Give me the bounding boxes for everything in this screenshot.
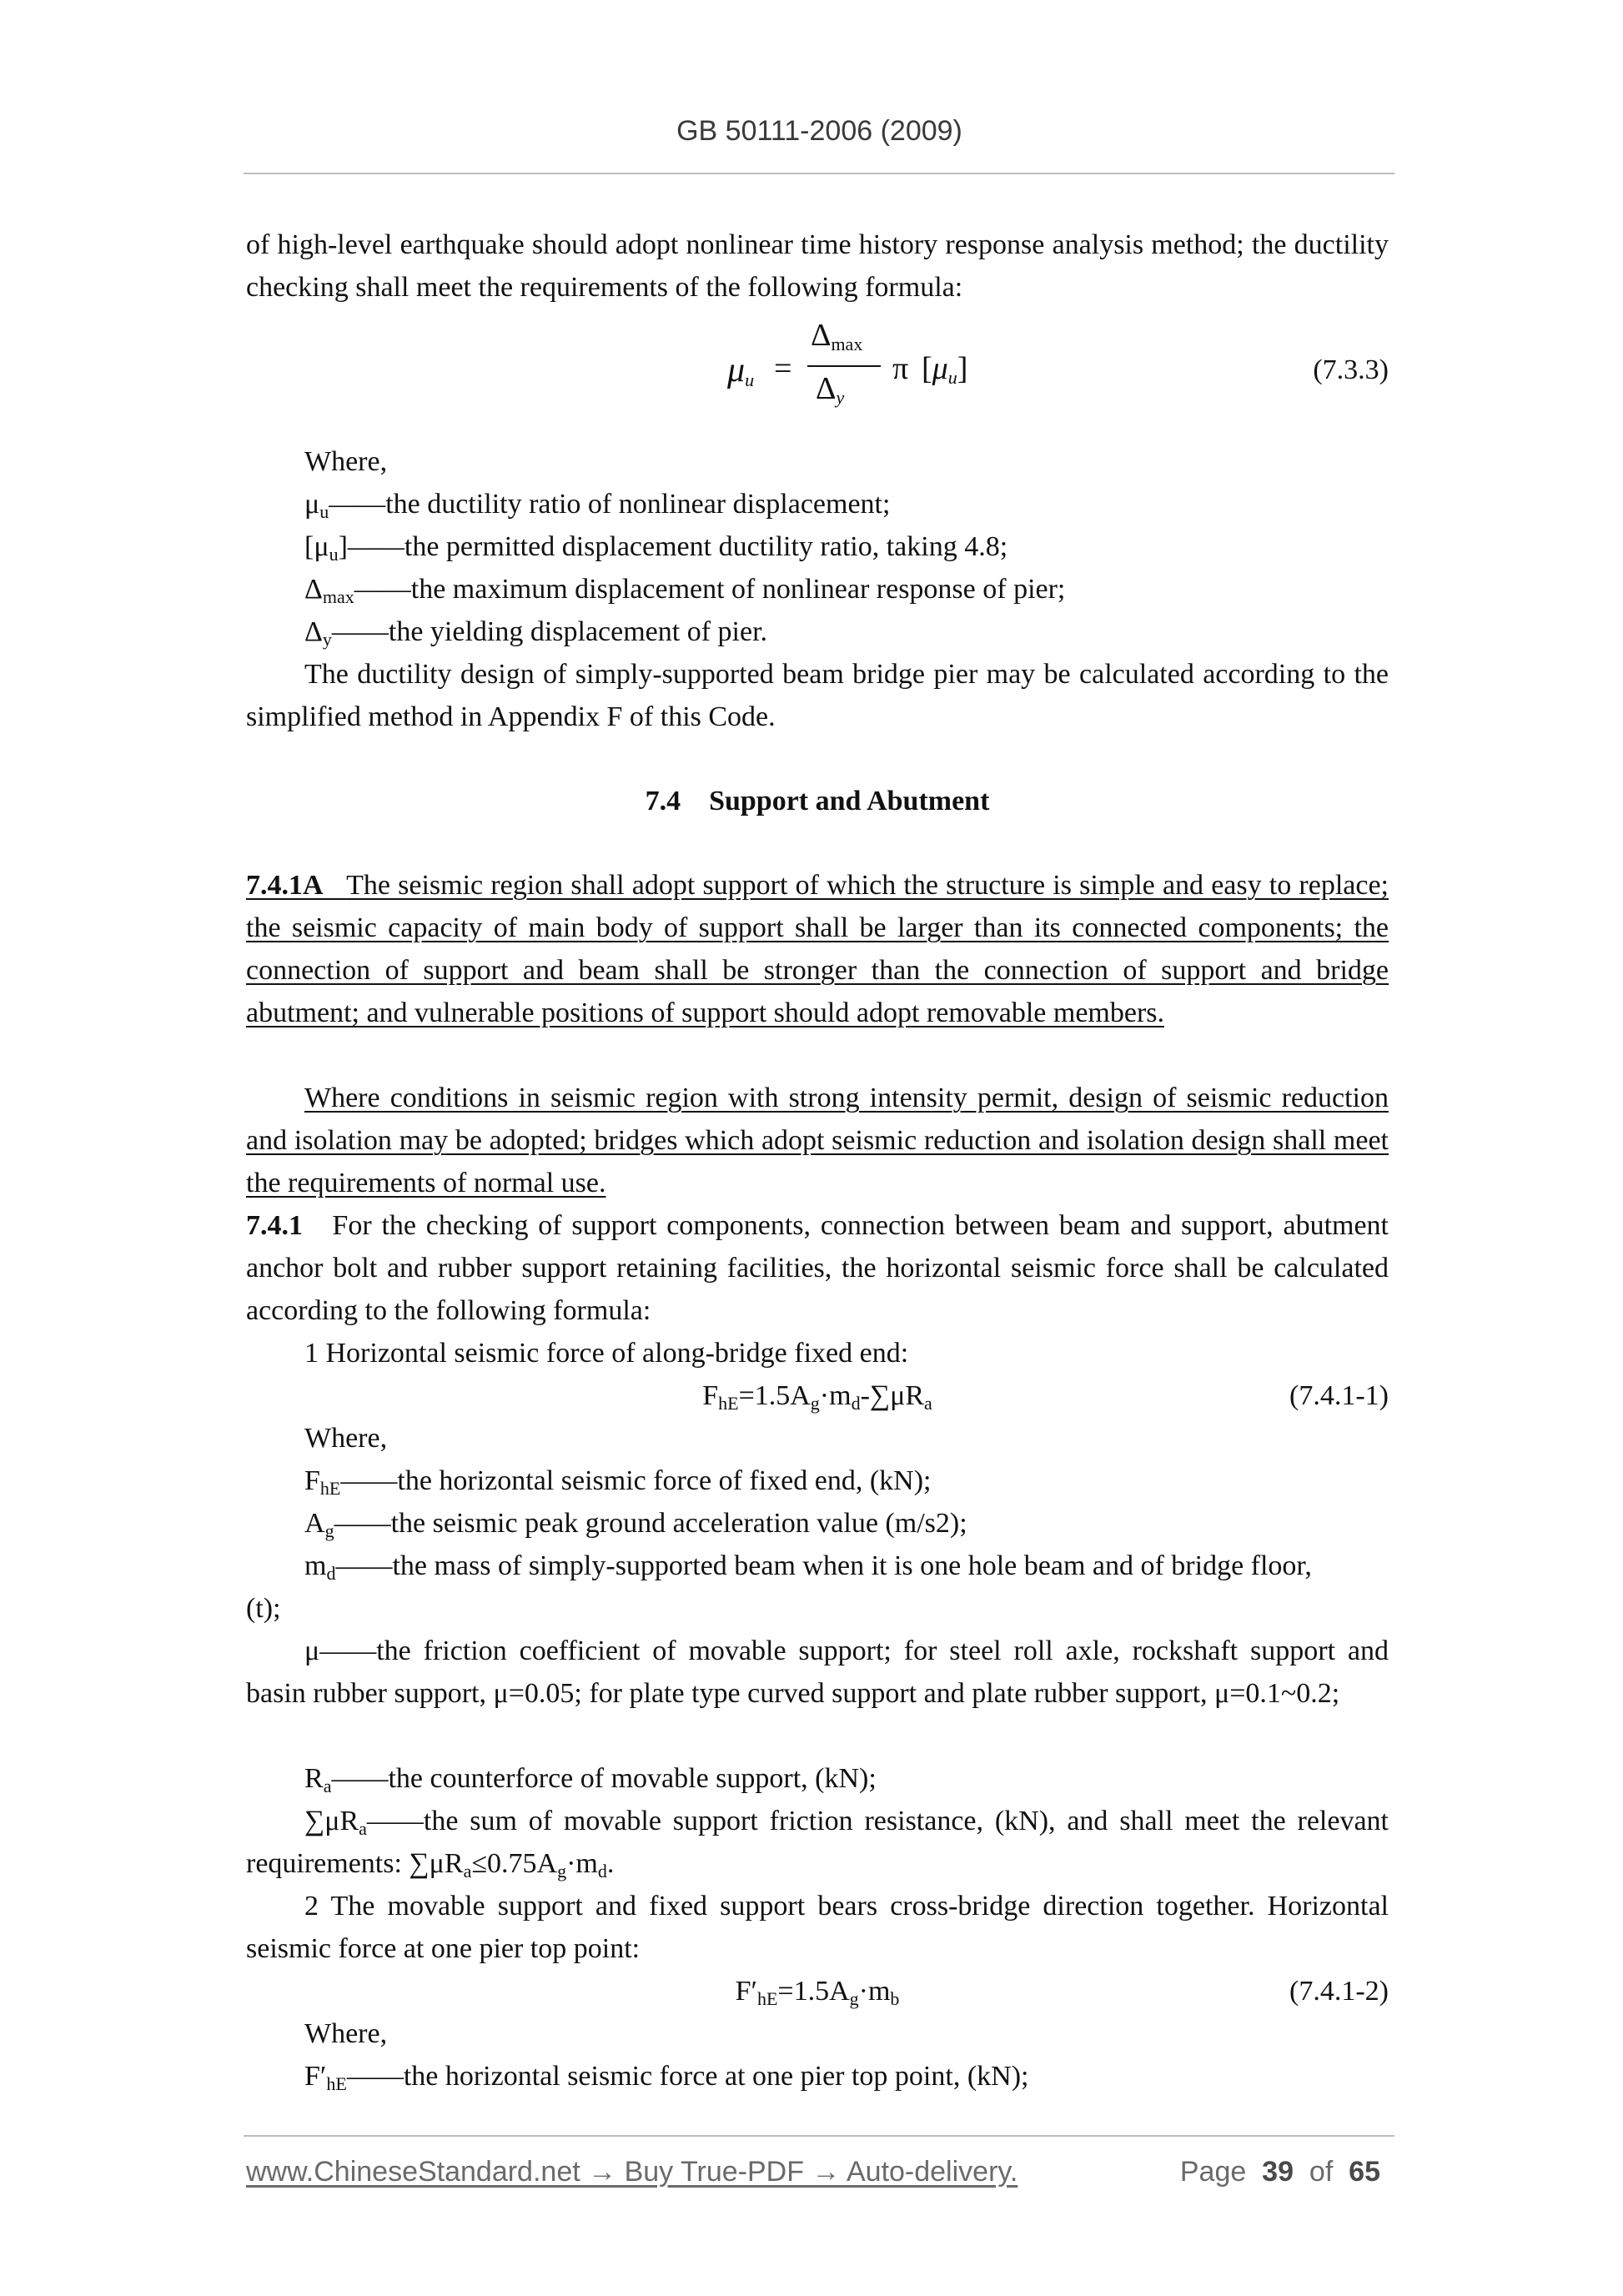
formula-numerator: $\Delta_{max}$ (811, 318, 863, 354)
page-counter: Page 39 of 65 (1179, 2156, 1380, 2188)
def-delta-max: $\Delta_{max}——the$ maximum displacement of nonlinear response of pier; (304, 574, 1066, 607)
formula-bracket-term: $[\mu_u]$ (922, 351, 968, 388)
section-heading: 7.4 Support and Abutment (645, 786, 990, 816)
def-md-continuation: (t); (246, 1593, 281, 1624)
where-label-3: Where, (304, 2018, 388, 2049)
formula-7-4-1-2-expression: $F'_{hE}=1.5A_g\cdot m_b$ (735, 1976, 900, 2009)
def-delta-y: $\Delta_y——the$ yielding displacement of pier. (304, 616, 768, 650)
item-1: 1 Horizontal seismic force of along-bridge fixed end: (304, 1338, 909, 1369)
formula-lhs: $\mu_u$ (727, 351, 755, 390)
formula-number: (7.3.3) (1313, 354, 1389, 385)
clause-7-4-1-number: 7.4.1 (246, 1210, 303, 1241)
def-mu-permitted: $[\mu_u]——the$ permitted displacement ductility ratio, taking 4.8; (304, 531, 1008, 565)
clause-7-4-1A-number: 7.4.1A (246, 870, 324, 901)
def-f-prime-he: $F'_{hE}——the$ horizontal seismic force at one pier top point, (kN); (304, 2061, 1029, 2094)
page-header-title: GB 50111-2006 (2009) (676, 115, 962, 147)
intro-paragraph: of high-level earthquake should adopt nonlinear time history response analysis method; the ductility checking shall meet the requirements of the following formula: (246, 229, 1389, 303)
def-sum-mu-ra: $\sum\mu R_a——the$ sum of movable support friction resistance, (kN), and shall meet the relevant requirements: $\sum\mu R_a\le 0.75A_g\cdot m_d$. (246, 1806, 1389, 1882)
clause-7-4-1A-text: The seismic region shall adopt support of which the structure is simple and easy to replace; the seismic capacity of main body of support shall be larger than its connected components; the connection of support and beam shall be stronger than the connection of support and bridge abutment; and vulnerable positions of support should adopt removable members. (246, 870, 1389, 1028)
formula-7-4-1-2-number: (7.4.1-2) (1289, 1976, 1389, 2007)
formula-7-3-3-number-row (246, 349, 1389, 391)
formula-equals: = (774, 351, 792, 386)
def-ra: $R_a——the$ counterforce of movable support, (kN); (304, 1763, 877, 1796)
clause-7-4-1-text: For the checking of support components, connection between beam and support, abutment anchor bolt and rubber support retaining facilities, the horizontal seismic force shall be calculated according to the following formula: (246, 1210, 1389, 1326)
def-mu-friction: μ——the friction coefficient of movable support; for steel roll axle, rockshaft support and basin rubber support, μ=0.05; for plate type curved support and plate rubber support, μ=0.1~0.2; (246, 1635, 1389, 1709)
page-footer (246, 2156, 1389, 2198)
def-fhe: $F_{hE}——the$ horizontal seismic force of fixed end, (kN); (304, 1465, 932, 1499)
clause-7-4-1A (246, 864, 1389, 1034)
footer-divider (244, 2135, 1394, 2137)
def-ag: $A_g——the$ seismic peak ground acceleration value (m/s2); (304, 1508, 967, 1541)
formula-7-4-1-1 (246, 1374, 1389, 1417)
where-label-2: Where, (304, 1423, 388, 1454)
def-md: $m_d——the$ mass of simply-supported beam when it is one hole beam and of bridge floor, (304, 1550, 1312, 1584)
formula-denominator: $\Delta_y$ (816, 371, 845, 408)
def-mu-u: $\mu_u——the$ ductility ratio of nonlinear displacement; (304, 489, 891, 522)
clause-7-4-1 (246, 1204, 1389, 1332)
formula-7-4-1-1-expression: $F_{hE}=1.5A_g\cdot m_d-\sum\mu R_a$ (702, 1380, 932, 1414)
clause-7-4-1A-paragraph-2: Where conditions in seismic region with strong intensity permit, design of seismic reduction and isolation may be adopted; bridges which adopt seismic reduction and isolation design shall meet the requirements of normal use. (246, 1083, 1389, 1198)
ductility-paragraph: The ductility design of simply-supported beam bridge pier may be calculated according to the simplified method in Appendix F of this Code. (246, 659, 1389, 732)
where-label-1: Where, (304, 446, 388, 477)
header-divider (244, 173, 1394, 174)
formula-7-4-1-1-number: (7.4.1-1) (1289, 1380, 1389, 1411)
footer-purchase-link[interactable]: www.ChineseStandard.net → Buy True-PDF → Auto-delivery. (246, 2156, 1018, 2188)
formula-relation: π (892, 351, 909, 386)
total-pages: 65 (1349, 2156, 1380, 2188)
item-2: 2 The movable support and fixed support bears cross-bridge direction together. Horizontal seismic force at one pier top point: (246, 1891, 1389, 1964)
formula-7-4-1-2 (246, 1970, 1389, 2012)
current-page: 39 (1262, 2156, 1294, 2188)
